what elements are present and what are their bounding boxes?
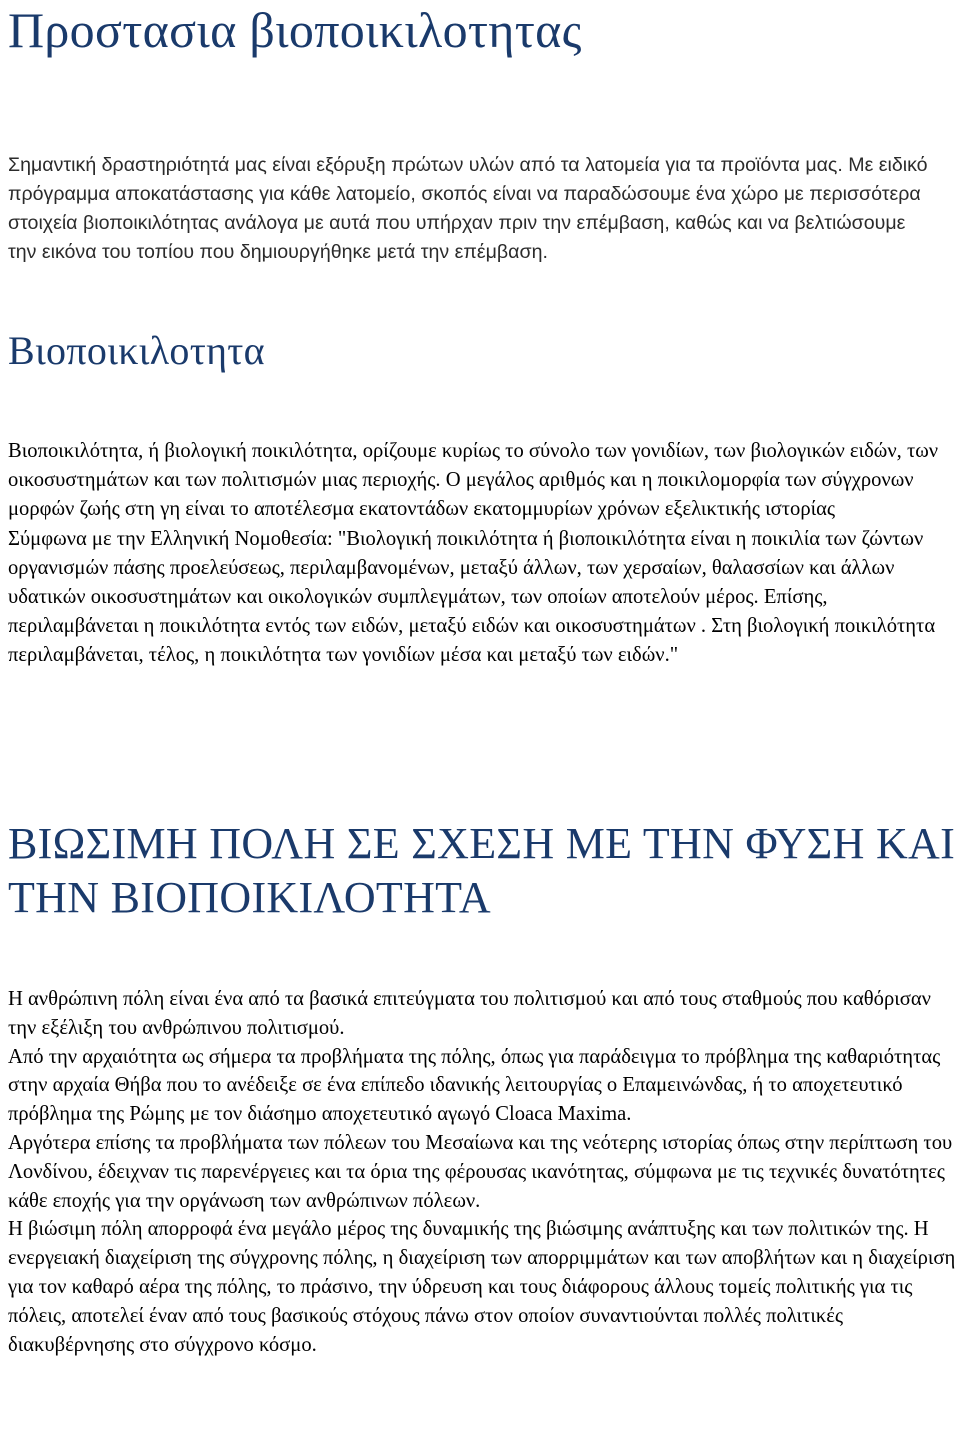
- biodiversity-heading: Βιοποικιλοτητα: [8, 328, 265, 373]
- sustainable-city-paragraph-4: Η βιώσιμη πόλη απορροφά ένα μεγάλο μέρος της δυναμικής της βιώσιμης ανάπτυξης και των πολιτικών της. Η ενεργειακή διαχείριση της σύγχρονης πόλης, η διαχείριση των απορριμμάτων και των αποβλήτων και η διαχείριση για τον καθαρό αέρα της πόλης, το πράσινο, την ύδρευση και τους διάφορους άλλους τομείς πολιτικής για τις πόλεις, αποτελεί έναν από τους βασικούς στόχους πάνω στον οποίον συναντιούνται πολλές πολιτικές διακυβέρνησης στο σύγχρονο κόσμο.: [8, 1218, 956, 1356]
- biodiversity-section: [8, 437, 952, 671]
- sustainable-city-paragraph-1: Η ανθρώπινη πόλη είναι ένα από τα βασικά επιτεύγματα του πολιτισμού και από τους σταθμούς που καθόρισαν την εξέλιξη του ανθρώπινου πολιτισμού.: [8, 988, 931, 1039]
- sustainable-city-paragraph-2: Από την αρχαιότητα ως σήμερα τα προβλήματα της πόλης, όπως για παράδειγμα το πρόβλημα της καθαριότητας στην αρχαία Θήβα που το ανέδειξε σε ένα επίπεδο ιδανικής λειτουργίας ο Επαμεινώνδας, ή το αποχετευτικό πρόβλημα της Ρώμης με τον διάσημο αποχετευτικό αγωγό Cloaca Maxima.: [8, 1045, 941, 1126]
- intro-paragraph: Σημαντική δραστηριότητά μας είναι εξόρυξη πρώτων υλών από τα λατομεία για τα προϊόντα μας. Με ειδικό πρόγραμμα αποκατάστασης για κάθε λατομείο, σκοπός είναι να παραδώσουμε ένα χώρο με περισσότερα στοιχεία βιοποικιλότητας ανάλογα με αυτά που υπήρχαν πριν την επέμβαση, καθώς και να βελτιώσουμε την εικόνα του τοπίου που δημιουργήθηκε μετά την επέμβαση.: [8, 154, 928, 263]
- sustainable-city-heading: ΒΙΩΣΙΜΗ ΠΟΛΗ ΣΕ ΣΧΕΣΗ ΜΕ ΤΗΝ ΦΥΣΗ ΚΑΙ ΤΗΝ ΒΙΟΠΟΙΚΙΛΟΤΗΤΑ: [8, 819, 956, 922]
- biodiversity-paragraph-definition: Βιοποικιλότητα, ή βιολογική ποικιλότητα, ορίζουμε κυρίως το σύνολο των γονιδίων, των βιολογικών ειδών, των οικοσυστημάτων και των πολιτισμών μιας περιοχής. Ο μεγάλος αριθμός και η ποικιλομορφία των σύγχρονων μορφών ζωής στη γη είναι το αποτέλεσμα εκατοντάδων εκατομμυρίων χρόνων εξελικτικής ιστορίας: [8, 440, 939, 521]
- biodiversity-paragraph-legislation: Σύμφωνα με την Ελληνική Νομοθεσία: "Βιολογική ποικιλότητα ή βιοποικιλότητα είναι η ποικιλία των ζώντων οργανισμών πάσης προελεύσεως, περιλαμβανομένων, μεταξύ άλλων, των χερσαίων, θαλασσίων και άλλων υδατικών οικοσυστημάτων και οικολογικών συμπλεγμάτων, των οποίων αποτελούν μέρος. Επίσης, περιλαμβάνεται η ποικιλότητα εντός των ειδών, μεταξύ ειδών και οικοσυστημάτων . Στη βιολογική ποικιλότητα περιλαμβάνεται, τέλος, η ποικιλότητα των γονιδίων μέσα και μεταξύ των ειδών.": [8, 527, 936, 667]
- page-title: Προστασια βιοποικιλοτητας: [8, 2, 582, 58]
- sustainable-city-paragraph-3: Αργότερα επίσης τα προβλήματα των πόλεων του Μεσαίωνα και της νεότερης ιστορίας όπως στην περίπτωση του Λονδίνου, έδειχναν τις παρενέργειες και τα όρια της φέρουσας ικανότητας, σύμφωνα με τις τεχνικές δυνατότητες κάθε εποχής για την οργάνωση των ανθρώπινων πόλεων.: [8, 1131, 953, 1212]
- sustainable-city-section: [8, 985, 960, 1359]
